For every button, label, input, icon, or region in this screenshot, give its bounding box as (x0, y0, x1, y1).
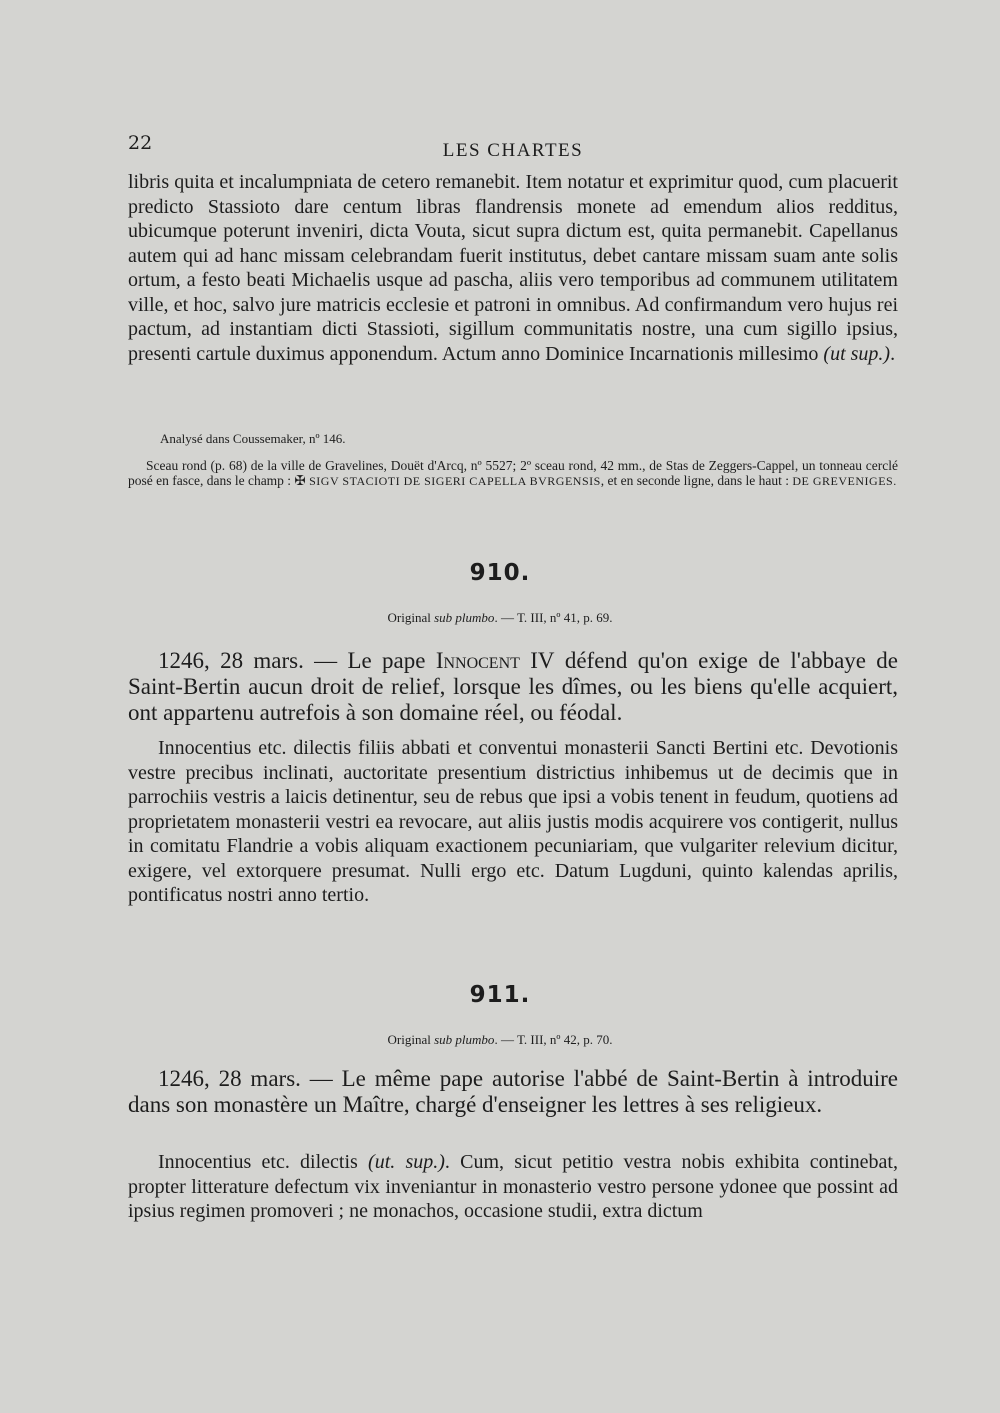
source-prefix: Original (387, 1032, 431, 1047)
text-ut-sup: (ut. sup.) (368, 1151, 445, 1173)
seal-legend-2: DE GREVENIGES. (792, 474, 897, 488)
continuation-end: . (890, 342, 896, 365)
summary-date: 1246, 28 mars. — Le pape (158, 648, 426, 673)
source-italic: sub plumbo (434, 1032, 495, 1047)
seal-legend: SIGV STACIOTI DE SIGERI CAPELLA BVRGENSIS (309, 474, 601, 488)
continuation-paragraph (128, 170, 898, 366)
analysis-note: Analysé dans Coussemaker, nº 146. (160, 431, 346, 446)
charter-text-911-block (128, 1150, 898, 1224)
seal-note-a: Sceau rond (p. 68) de la ville de Gravelines, Douët d'Arcq, nº 5527; 2º sceau rond, 42 mm., de Stas de Zeggers-Cappel, un tonneau cerclé posé en fasce, dans le champ : ✠ (128, 458, 898, 488)
charter-summary-911 (128, 1066, 898, 1118)
charter-number-910: 910. (469, 560, 531, 586)
page-number: 22 (128, 132, 153, 154)
seal-note (128, 458, 898, 489)
charter-text-911 (128, 1150, 898, 1224)
seal-note-block (128, 458, 898, 489)
charter-text-910-block (128, 736, 898, 908)
charter-source-910 (0, 610, 1000, 626)
source-suffix: . — T. III, nº 41, p. 69. (494, 610, 613, 625)
continuation-text: libris quita et incalumpniata de cetero remanebit. Item notatur et exprimitur quod, cum placuerit predicto Stassioto dare centum libras flandrensis monete ad emendum alios redditus, ubicumque poterunt inveniri, dicta Vouta, sicut supra dictum est, quita permanebit. Capellanus autem qui ad hanc missam celebrandam fuerit institutus, debet cantare missam suam ante solis ortum, a festo beati Michaelis usque ad pascha, aliis vero temporibus ad communem utilitatem ville, et hoc, salvo jure matricis ecclesie et patroni in omnibus. Ad confirmandum vero hujus rei pactum, ad instantiam dicti Stassioti, sigillum communitatis nostre, una cum sigillo ipsius, presenti cartule duximus apponendum. Actum anno Dominice Incarnationis millesimo (128, 171, 898, 365)
charter-text-910: Innocentius etc. dilectis filiis abbati et conventui monasterii Sancti Bertini etc. Devotionis vestre precibus inclinati, auctoritate presentium districtius inhibemus ut de decimis que in parrochiis vestris a laicis detinentur, seu de rebus que ipsi a vobis tenent in feudum, quotiens ad proprietatem monasterii vestri ea revocare, aut aliis justis modis acquirere vos contigerit, nullus in comitatu Flandrie a vobis aliquam exactionem pecuniariam, que vulgariter relevium dicitur, exigere, vel extorquere presumat. Nulli ergo etc. Datum Lugduni, quinto kalendas aprilis, pontificatus nostri anno tertio. (128, 737, 898, 906)
charter-summary-910 (128, 648, 898, 726)
continuation-text-block (128, 170, 898, 366)
running-title: LES CHARTES (442, 140, 584, 161)
source-suffix: . — T. III, nº 42, p. 70. (494, 1032, 613, 1047)
page-header (128, 132, 898, 162)
charter-number-911: 911. (469, 982, 531, 1008)
text-a: Innocentius etc. dilectis (158, 1151, 358, 1173)
summary-rest: défend qu'on exige de l'abbaye de Saint-Bertin aucun droit de relief, lorsque les dîmes, ou les biens qu'elle acquiert, ont appartenu autrefois à son domaine réel, ou féodal. (128, 648, 899, 725)
charter-source-911 (0, 1032, 1000, 1048)
source-italic: sub plumbo (434, 610, 495, 625)
summary-date: 1246, 28 mars. (158, 1066, 301, 1091)
source-prefix: Original (387, 610, 431, 625)
charter-summary-911-block (128, 1066, 898, 1118)
analysis-note-block (160, 432, 860, 446)
seal-note-b: , et en seconde ligne, dans le haut : (600, 473, 789, 488)
ut-sup-italic: (ut sup.) (823, 342, 891, 365)
text-b: . Cum, sicut petitio vestra nobis exhibita continebat, propter litterature defectum vix inveniantur in monasterio vestro persone ydonee que possint ad ipsius regimen promoveri ; ne monachos, occasione studii, extra dictum (128, 1151, 898, 1222)
summary-rest: — Le même pape autorise l'abbé de Saint-Bertin à introduire dans son monastère un Maître, chargé d'enseigner les lettres à ses religieux. (128, 1066, 898, 1117)
summary-name: Innocent IV (435, 648, 555, 673)
charter-summary-910-block (128, 648, 898, 726)
